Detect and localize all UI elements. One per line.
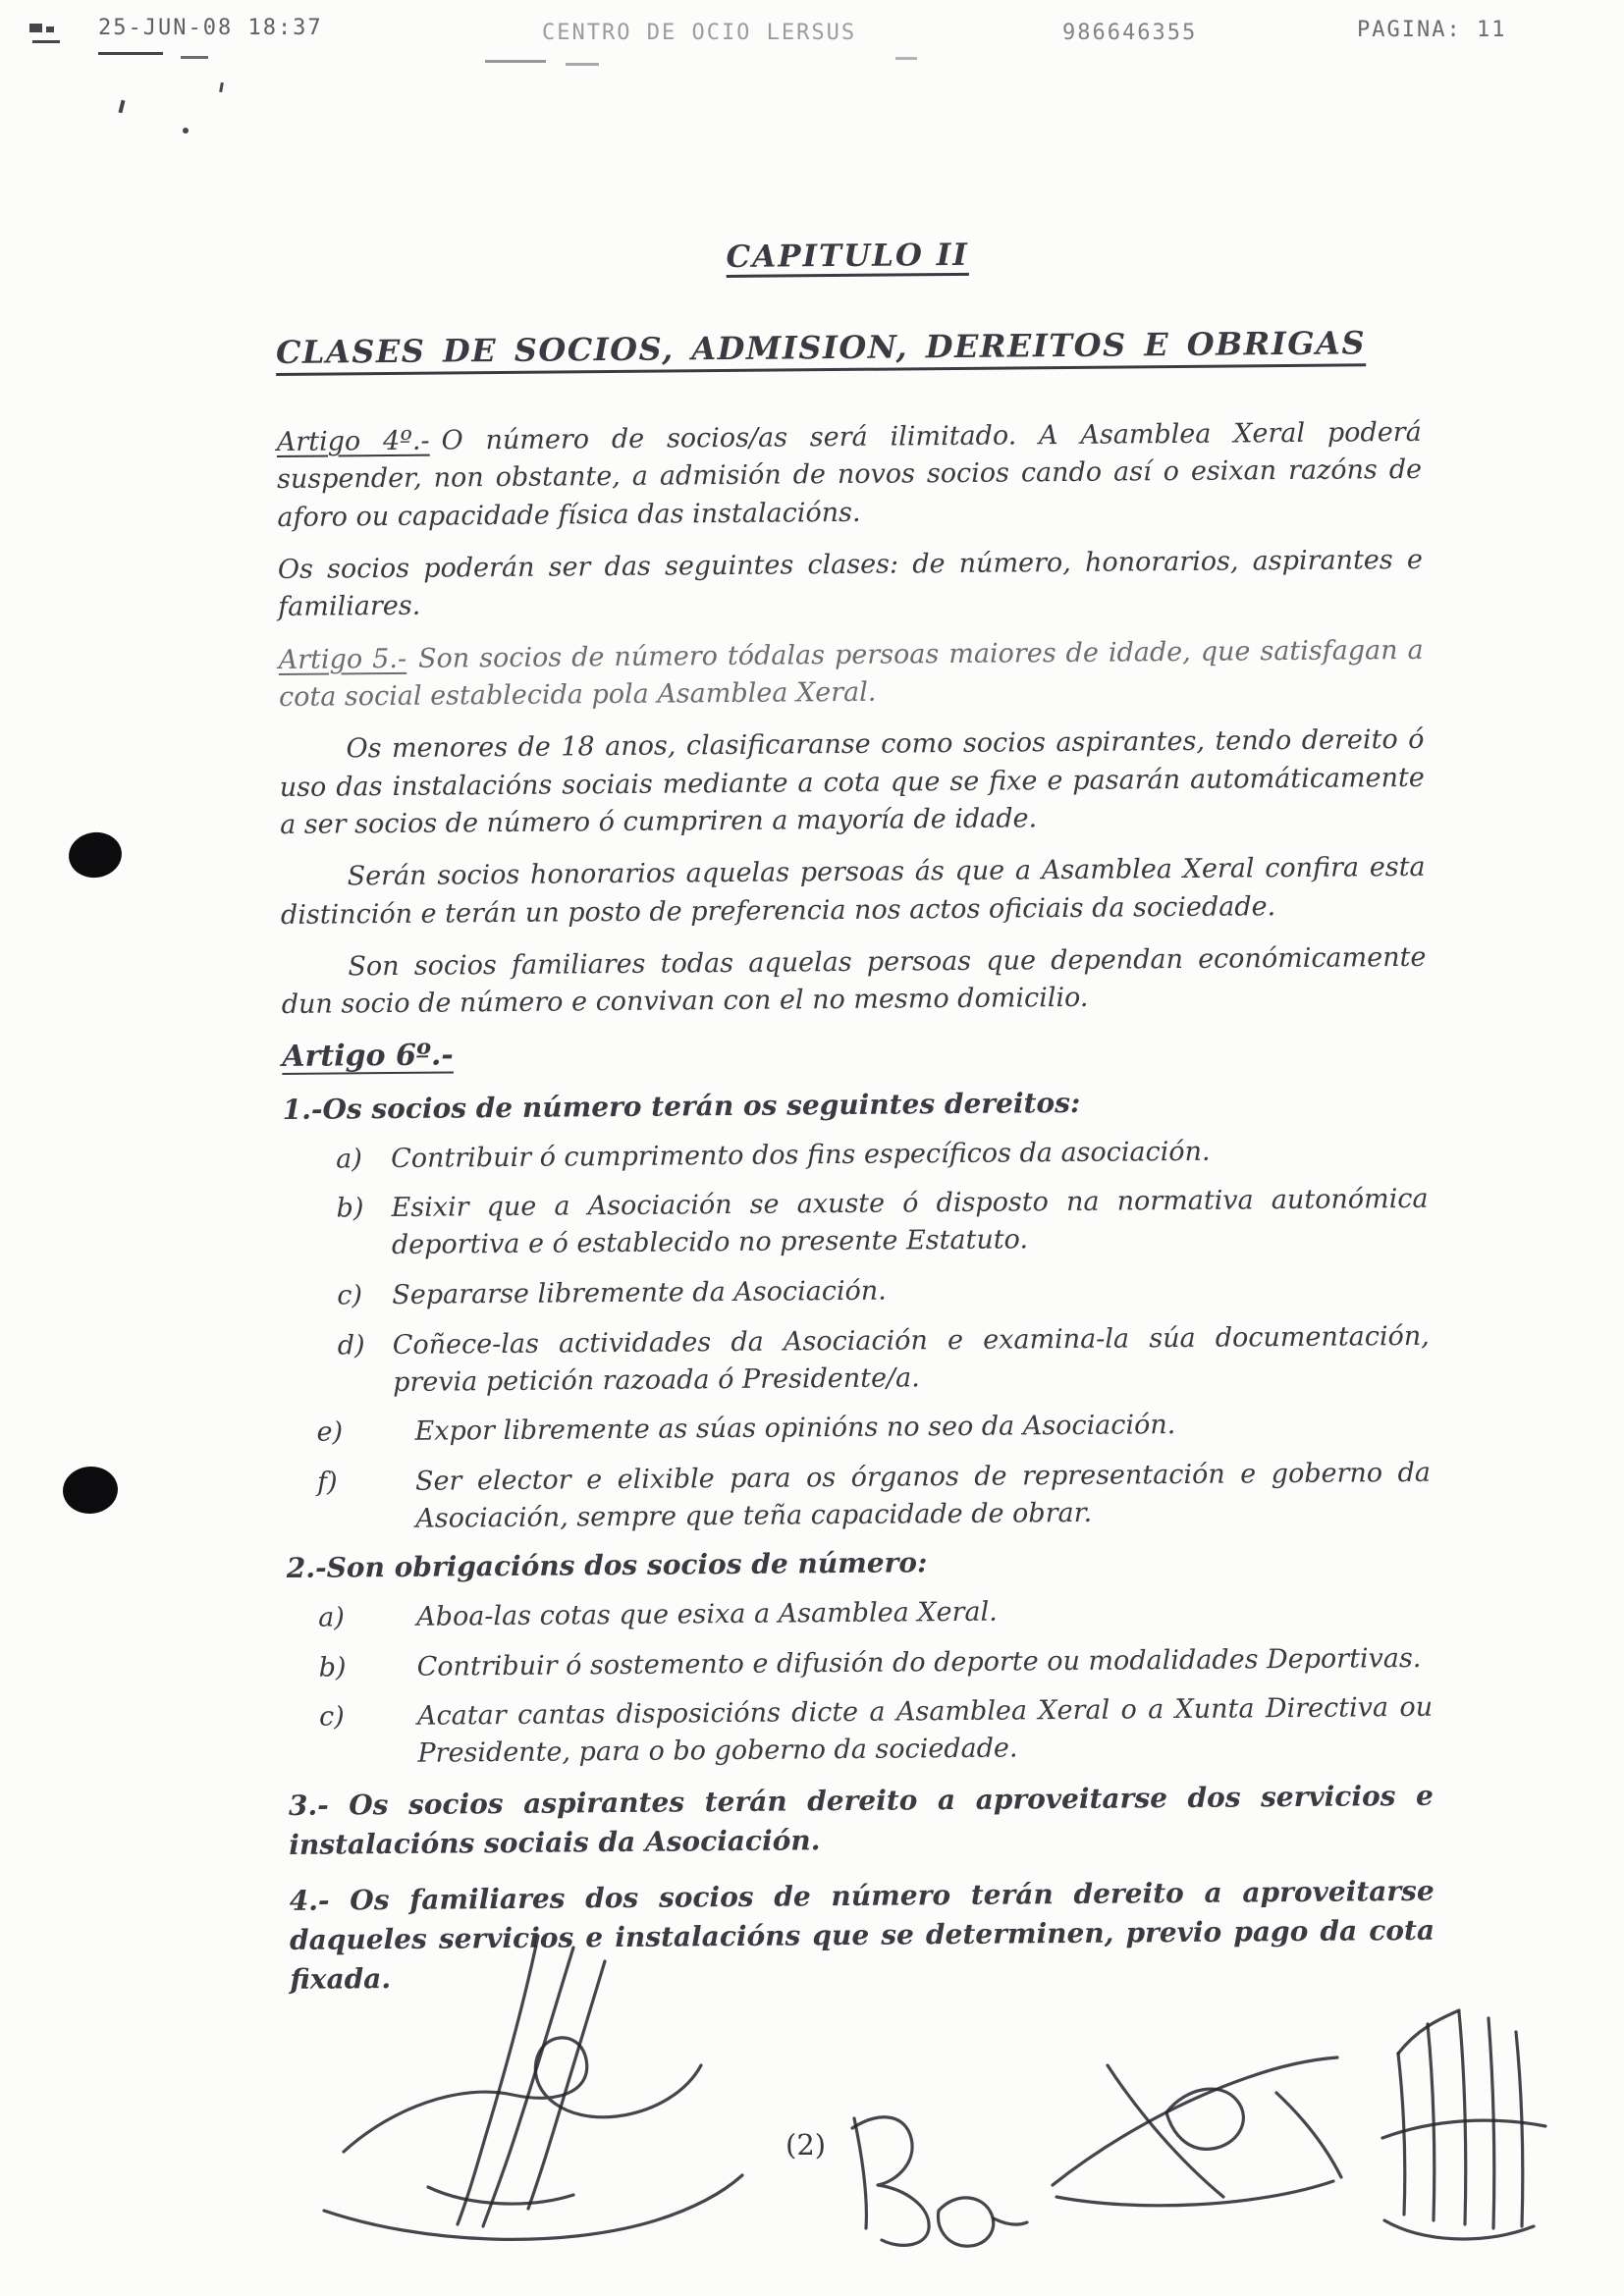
minors-paragraph: Os menores de 18 anos, clasificaranse como socios aspirantes, tendo dereito ó uso das instalacións sociais mediante a cota que se fixe e pasarán automáticamente a ser socios de número ó cumpriren a mayoría de idade.	[279, 724, 1425, 840]
rights-list-item	[283, 1181, 1429, 1265]
scan-artifact	[118, 100, 125, 114]
scan-artifact	[485, 60, 546, 63]
section-title: CLASES DE SOCIOS, ADMISION, DEREITOS E OBRIGAS	[275, 324, 1367, 371]
rights-list-item	[285, 1405, 1430, 1452]
rights-list-item	[283, 1131, 1428, 1178]
hole-punch-mark	[66, 828, 125, 881]
article-5-paragraph	[279, 631, 1425, 717]
list-item-text: Expor libremente as súas opinións no seo da Asociación.	[414, 1410, 1176, 1448]
list-item-text: Contribuir ó sostemento e difusión do deporte ou modalidades Deportivas.	[416, 1642, 1422, 1682]
signature-count-note: (2)	[785, 2128, 827, 2162]
list-item-label: a)	[318, 1602, 345, 1633]
fax-page-number: PAGINA: 11	[1357, 18, 1507, 42]
scan-artifact	[895, 57, 917, 60]
obligations-list-item	[288, 1689, 1434, 1774]
fax-datetime: 25-JUN-08 18:37	[98, 16, 323, 40]
chapter-title: CAPITULO II	[726, 237, 969, 275]
list-item-text: Esixir que a Asociación se axuste ó disposto na normativa autonómica deportiva e ó establecido no presente Estatuto.	[391, 1184, 1429, 1261]
fax-number: 986646355	[1062, 21, 1198, 45]
article-4-text: O número de socios/as será ilimitado. A Asamblea Xeral poderá suspender, non obstante, a admisión de novos socios cando así o esixan razóns de aforo ou capacidade física das instalacións.	[276, 416, 1423, 533]
list-item-label: d)	[337, 1330, 365, 1362]
list-item-text: Contribuir ó cumprimento dos fins específicos da asociación.	[391, 1136, 1211, 1174]
scan-artifact	[46, 27, 54, 32]
article-5-text: Son socios de número tódalas persoas maiores de idade, que satisfagan a cota social establecida pola Asamblea Xeral.	[278, 634, 1424, 713]
scan-artifact	[219, 82, 224, 92]
rights-list-item	[286, 1455, 1432, 1539]
list-item-label: c)	[337, 1280, 363, 1311]
hole-punch-mark	[61, 1465, 120, 1517]
document-body	[275, 234, 1435, 2017]
list-item-label: e)	[316, 1416, 344, 1449]
scan-artifact	[98, 52, 163, 55]
rights-list-item	[285, 1318, 1431, 1403]
scan-artifact	[183, 128, 189, 133]
list-item-label: a)	[336, 1143, 362, 1175]
list-item-text: Acatar cantas disposicións dicte a Asamblea Xeral o a Xunta Directiva ou Presidente, para o bo goberno da sociedade.	[416, 1692, 1434, 1769]
obligations-list-item	[287, 1590, 1432, 1637]
list-item-label: c)	[318, 1701, 345, 1734]
aspirant-members-paragraph: 3.- Os socios aspirantes terán dereito a aproveitarse dos servicios e instalacións sociais da Asociación.	[288, 1779, 1434, 1861]
signature-3	[1053, 2057, 1341, 2206]
scan-artifact	[566, 63, 599, 66]
article-5-label: Artigo 5.-	[278, 643, 407, 675]
rights-list-heading: 1.-Os socios de número terán os seguintes dereitos:	[282, 1086, 1081, 1126]
signature-4	[1382, 2010, 1545, 2239]
list-item-label: f)	[316, 1467, 338, 1498]
scan-artifact	[29, 24, 42, 32]
family-members-paragraph: Son socios familiares todas aquelas persoas que dependan económicamente dun socio de número e convivan con el no mesmo domicilio.	[281, 941, 1427, 1021]
honorary-members-paragraph: Serán socios honorarios aquelas persoas ás que a Asamblea Xeral confira esta distinción e terán un posto de preferencia nos actos oficiais da sociedade.	[280, 852, 1426, 931]
list-item-label: b)	[336, 1193, 364, 1224]
list-item-text: Aboa-las cotas que esixa a Asamblea Xeral.	[416, 1596, 998, 1632]
list-item-text: Coñece-las actividades da Asociación e examina-la súa documentación, previa petición razoada ó Presidente/a.	[392, 1320, 1430, 1398]
obligations-list-item	[288, 1639, 1433, 1686]
fax-sender-name: CENTRO DE OCIO LERSUS	[542, 21, 857, 45]
obligations-list-heading: 2.-Son obrigacións dos socios de número:	[286, 1546, 928, 1584]
article-4-label: Artigo 4º.-	[276, 425, 430, 457]
list-item-text: Separarse libremente da Asociación.	[392, 1275, 887, 1310]
member-classes-paragraph: Os socios poderán ser das seguintes clases: de número, honorarios, aspirantes e familiares.	[277, 544, 1423, 623]
family-rights-paragraph: 4.- Os familiares dos socios de número terán dereito a aproveitarse daqueles servicios e instalacións que se determinen, previo pago da cota fixada.	[289, 1875, 1435, 1996]
article-4-paragraph	[277, 414, 1423, 537]
rights-list-item	[284, 1268, 1429, 1315]
signature-2	[852, 2117, 1027, 2246]
scan-artifact	[181, 56, 208, 59]
scan-artifact	[32, 40, 60, 43]
article-6-heading: Artigo 6º.-	[282, 1038, 454, 1074]
list-item-text: Ser elector e elixible para os órganos de representación e goberno da Asociación, sempre que teña capacidade de obrar.	[414, 1457, 1432, 1534]
list-item-label: b)	[318, 1651, 347, 1683]
